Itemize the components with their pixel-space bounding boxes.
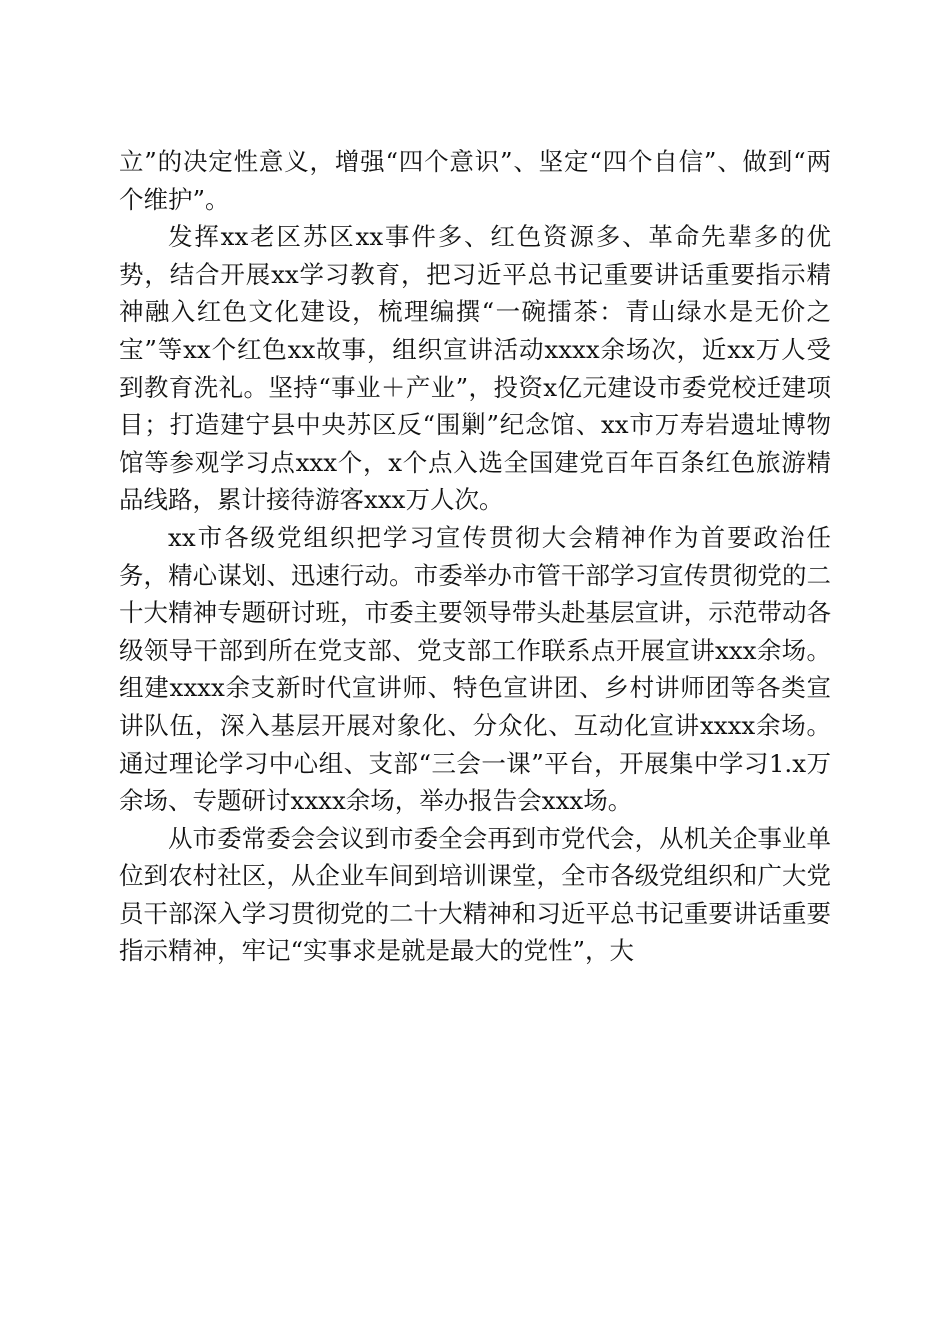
body-text <box>119 143 831 970</box>
paragraph-continuation: 立”的决定性意义，增强“四个意识”、坚定“四个自信”、做到“两个维护”。 <box>119 147 831 214</box>
paragraph-party-study: xx市各级党组织把学习宣传贯彻大会精神作为首要政治任务，精心谋划、迅速行动。市委举办市管干部学习宣传贯彻党的二十大精神专题研讨班，市委主要领导带头赴基层宣讲，示范带动各级领导干部到所在党支部、党支部工作联系点开展宣讲xxx余场。组建xxxx余支新时代宣讲师、特色宣讲团、乡村讲师团等各类宣讲队伍，深入基层开展对象化、分众化、互动化宣讲xxxx余场。通过理论学习中心组、支部“三会一课”平台，开展集中学习1.x万余场、专题研讨xxxx余场，举办报告会xxx场。 <box>119 522 831 816</box>
paragraph-red-culture: 发挥xx老区苏区xx事件多、红色资源多、革命先辈多的优势，结合开展xx学习教育，把习近平总书记重要讲话重要指示精神融入红色文化建设，梳理编撰“一碗擂茶：青山绿水是无价之宝”等xx个红色xx故事，组织宣讲活动xxxx余场次，近xx万人受到教育洗礼。坚持“事业＋产业”，投资x亿元建设市委党校迁建项目；打造建宁县中央苏区反“围剿”纪念馆、xx市万寿岩遗址博物馆等参观学习点xxx个，x个点入选全国建党百年百条红色旅游精品线路，累计接待游客xxx万人次。 <box>119 222 831 515</box>
paragraph-implementation: 从市委常委会会议到市委全会再到市党代会，从机关企事业单位到农村社区，从企业车间到培训课堂，全市各级党组织和广大党员干部深入学习贯彻党的二十大精神和习近平总书记重要讲话重要指示精神，牢记“实事求是就是最大的党性”，大 <box>119 823 831 966</box>
